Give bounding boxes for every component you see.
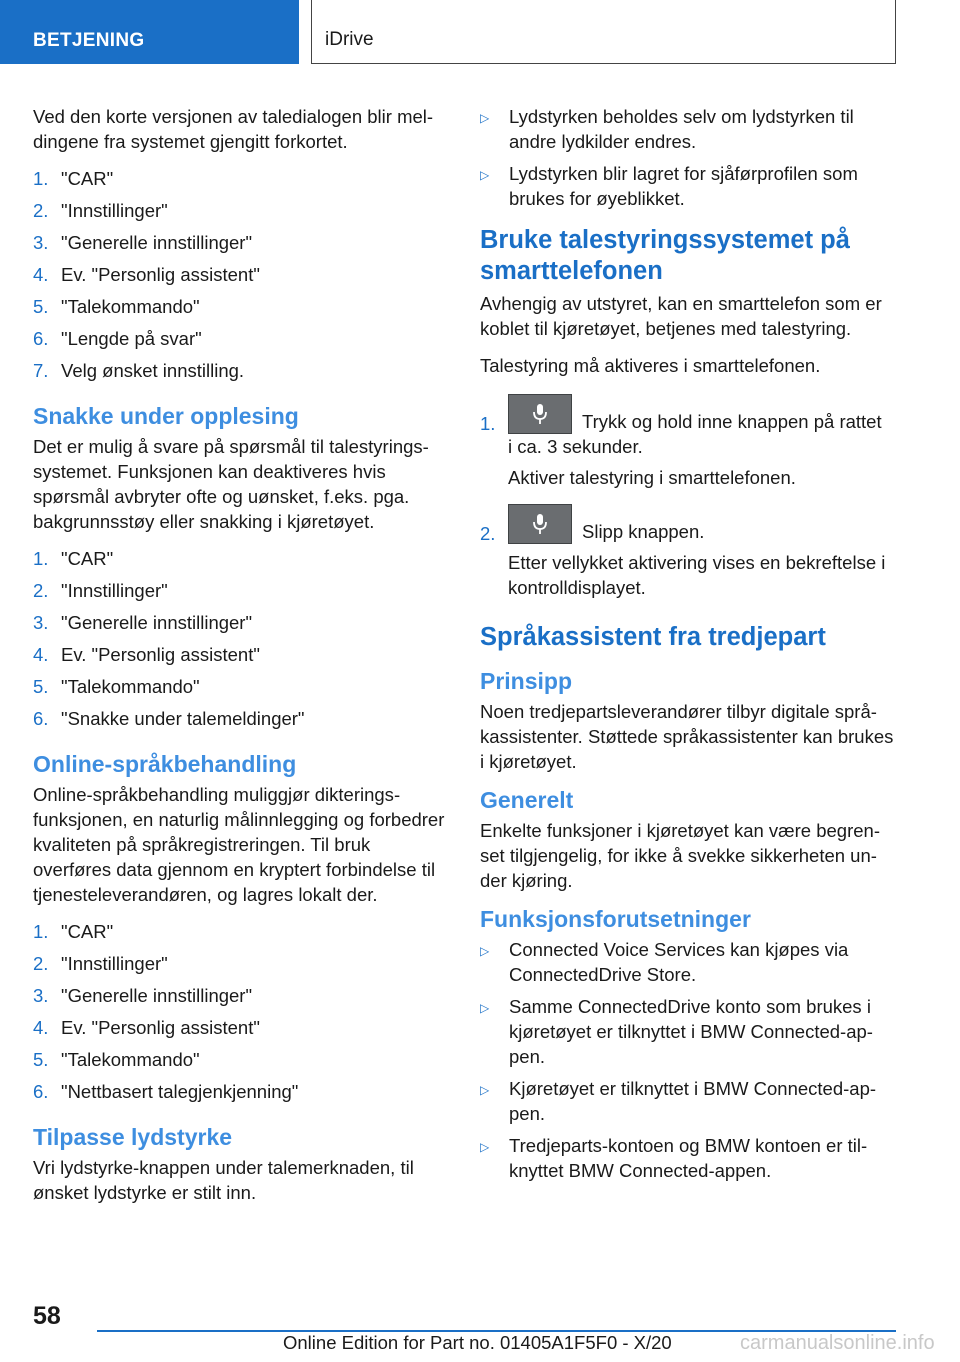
list-short-dialog	[33, 166, 453, 390]
voice-button-image	[508, 504, 572, 544]
list-item: ▷ Samme ConnectedDrive konto som brukes i kjøretøyet er tilknyttet i BMW Connected-appen.	[480, 996, 873, 1067]
microphone-icon	[532, 513, 548, 535]
step-subtext: Etter vellykket aktivering vises en bekreftelse i kontrolldisplayet.	[508, 552, 886, 598]
heading-funksjonsforutsetninger: Funksjonsforutsetninger	[480, 906, 751, 932]
heading-generelt: Generelt	[480, 787, 574, 813]
paragraph-smart-2: Talestyring må aktiveres i smarttelefonen.	[480, 355, 821, 376]
microphone-icon	[532, 403, 548, 425]
list-item: 2. Slipp knappen. Etter vellykket aktivering vises en bekreftelse i kontrolldisplayet.	[480, 504, 896, 600]
header-chapter-title: iDrive	[325, 29, 374, 50]
heading-smarttelefon: Bruke talestyringssystemet på smarttelefonen	[480, 226, 850, 285]
watermark: carmanualsonline.info	[740, 1332, 935, 1354]
triangle-bullet-icon: ▷	[480, 168, 490, 182]
list-item: ▷ Kjøretøyet er tilknyttet i BMW Connected-appen.	[480, 1078, 877, 1124]
list-snakke	[33, 546, 453, 738]
bullets-requirements	[480, 937, 896, 1183]
triangle-bullet-icon: ▷	[480, 111, 490, 125]
list-item: 1. "CAR"	[33, 921, 114, 942]
list-item: 4. Ev. "Personlig assistent"	[33, 1017, 260, 1038]
triangle-bullet-icon: ▷	[480, 1140, 490, 1154]
paragraph-prinsipp: Noen tredjepartsleverandører tilbyr digitale språkassistenter. Støttede språkassistenter kan brukes i kjøretøyet.	[480, 701, 894, 772]
list-item: 1. "CAR"	[33, 548, 114, 569]
list-item: 6. "Nettbasert talegjenkjenning"	[33, 1081, 299, 1102]
list-item: 5. "Talekommando"	[33, 676, 200, 697]
list-item: 1. Trykk og hold inne knappen på rattet i ca. 3 sekunder. Aktiver talestyring i smarttelefonen.	[480, 394, 896, 490]
list-item: 2. "Innstillinger"	[33, 200, 168, 221]
list-item: 6. "Lengde på svar"	[33, 328, 202, 349]
paragraph-snakke: Det er mulig å svare på spørsmål til talestyringssystemet. Funksjonen kan deaktiveres hvis spørsmål avbryter ofte og uønsket, f.eks. pga. bakgrunnsstøy eller snakking i kjøretøyet.	[33, 436, 429, 532]
footer-edition: Online Edition for Part no. 01405A1F5F0 - X/20	[283, 1332, 672, 1353]
steps-smarttelefon	[480, 394, 896, 600]
list-item: ▷ Lydstyrken beholdes selv om lydstyrken til andre lydkilder endres.	[480, 106, 854, 152]
list-item: 3. "Generelle innstillinger"	[33, 985, 253, 1006]
voice-button-image	[508, 394, 572, 434]
list-item: 3. "Generelle innstillinger"	[33, 612, 253, 633]
list-item: 1. "CAR"	[33, 168, 114, 189]
step-subtext: Aktiver talestyring i smarttelefonen.	[508, 467, 796, 488]
triangle-bullet-icon: ▷	[480, 1001, 490, 1015]
list-item: ▷ Connected Voice Services kan kjøpes via ConnectedDrive Store.	[480, 939, 849, 985]
header-section-tab	[0, 0, 299, 64]
heading-snakke: Snakke under opplesing	[33, 403, 299, 429]
list-item: 2. "Innstillinger"	[33, 580, 168, 601]
paragraph-lydstyrke: Vri lydstyrke-knappen under talemerknaden, til ønsket lydstyrke er stilt inn.	[33, 1157, 414, 1203]
list-item: 7. Velg ønsket innstilling.	[33, 360, 245, 381]
list-item: 2. "Innstillinger"	[33, 953, 168, 974]
list-item: 4. Ev. "Personlig assistent"	[33, 264, 260, 285]
bullets-volume	[480, 104, 896, 211]
paragraph-online: Online-språkbehandling muliggjør dikteringsfunksjonen, en naturlig målinnlegging og forbedrer kvaliteten på språkregistreringen. Til bruk overføres data gjennom en kryptert forbindelse til tjenesteleverandøren, og lagres lokalt der.	[33, 784, 445, 905]
right-column	[480, 104, 896, 1193]
paragraph-generelt: Enkelte funksjoner i kjøretøyet kan være begrenset tilgjengelig, for ikke å svekke sikkerheten under kjøring.	[480, 820, 880, 891]
heading-sprakassistent: Språkassistent fra tredjepart	[480, 623, 826, 651]
list-item: 5. "Talekommando"	[33, 1049, 200, 1070]
list-online	[33, 919, 453, 1111]
triangle-bullet-icon: ▷	[480, 1083, 490, 1097]
step-continuation: i ca. 3 sekunder.	[508, 436, 643, 457]
heading-online: Online-språkbehandling	[33, 751, 297, 777]
step-main-text: Trykk og hold inne knappen på rattet	[582, 411, 882, 432]
intro-paragraph: Ved den korte versjonen av taledialogen blir meldingene fra systemet gjengitt forkortet.	[33, 106, 434, 152]
list-item: 4. Ev. "Personlig assistent"	[33, 644, 260, 665]
list-item: ▷ Tredjeparts-kontoen og BMW kontoen er tilknyttet BMW Connected-appen.	[480, 1135, 868, 1181]
heading-lydstyrke: Tilpasse lydstyrke	[33, 1124, 233, 1150]
header-section-title: BETJENING	[33, 30, 145, 51]
list-item: 5. "Talekommando"	[33, 296, 200, 317]
list-item: 6. "Snakke under talemeldinger"	[33, 708, 305, 729]
triangle-bullet-icon: ▷	[480, 944, 490, 958]
page-number: 58	[33, 1302, 61, 1330]
heading-prinsipp: Prinsipp	[480, 668, 573, 694]
left-column	[33, 104, 453, 1217]
list-item: 3. "Generelle innstillinger"	[33, 232, 253, 253]
header-chapter-box	[311, 0, 896, 64]
step-main-text: Slipp knappen.	[582, 521, 705, 542]
list-item: ▷ Lydstyrken blir lagret for sjåførprofilen som brukes for øyeblikket.	[480, 163, 858, 209]
paragraph-smart-1: Avhengig av utstyret, kan en smarttelefon som er koblet til kjøretøyet, betjenes med talestyring.	[480, 293, 882, 339]
